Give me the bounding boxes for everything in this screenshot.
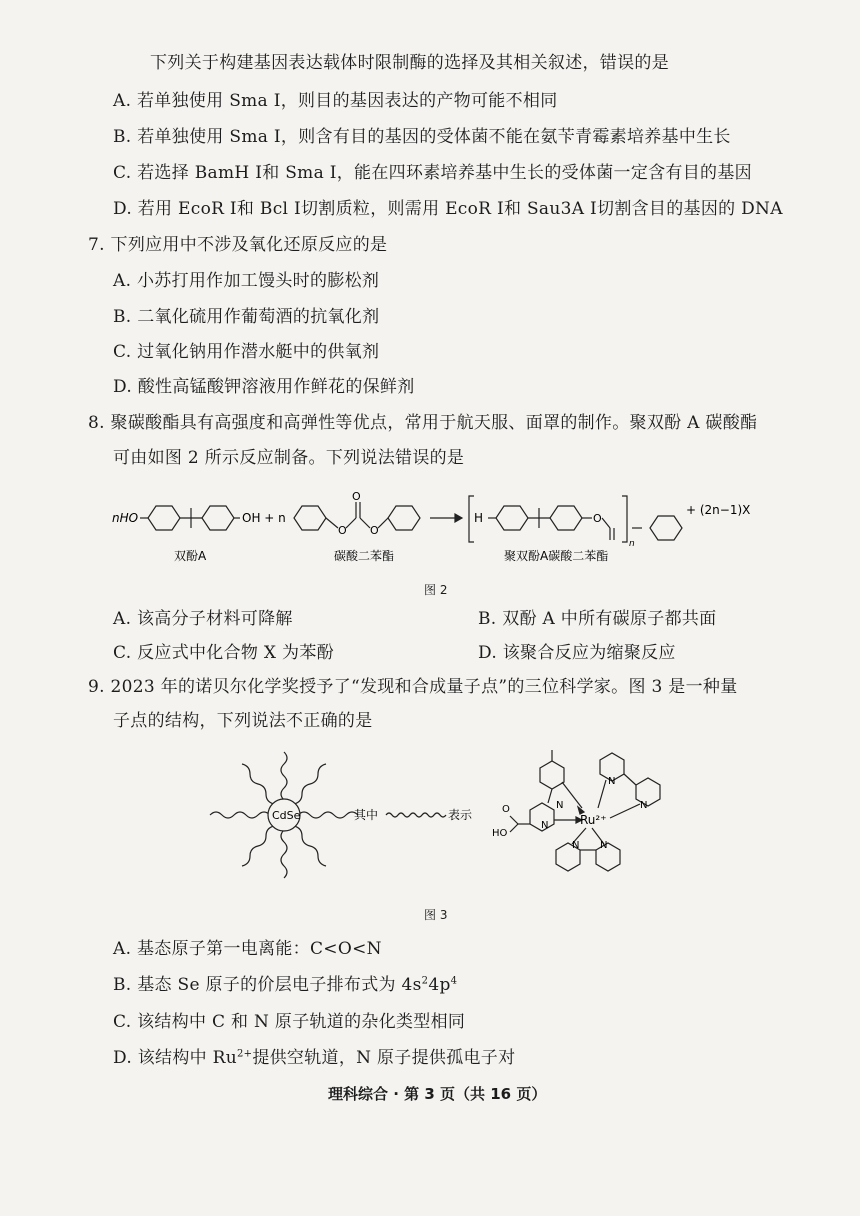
- figure-2-reaction: [112, 478, 752, 568]
- label-bisphenol-a: 双酚A: [174, 549, 207, 563]
- polymer-o: O: [593, 512, 602, 525]
- n-label-4: N: [640, 800, 648, 811]
- q7-option-b: B. 二氧化硫用作葡萄酒的抗氧化剂: [113, 307, 380, 327]
- q9-option-b-sup-p: 4: [450, 975, 458, 987]
- q6-option-a: A. 若单独使用 Sma Ⅰ，则目的基因表达的产物可能不相同: [113, 91, 558, 111]
- q7-option-c: C. 过氧化钠用作潜水艇中的供氧剂: [113, 342, 380, 362]
- carbonate-o3: O: [370, 524, 379, 537]
- q9-option-b-sup-s: 2: [421, 975, 429, 987]
- label-polycarbonate: 聚双酚A碳酸二苯酯: [504, 549, 609, 563]
- legend-text-1: 其中: [354, 808, 379, 822]
- q6-option-d: D. 若用 EcoR Ⅰ和 Bcl Ⅰ切割质粒，则需用 EcoR Ⅰ和 Sau3A Ⅰ切割含目的基因的 DNA: [113, 199, 783, 219]
- legend-text-2: 表示: [448, 808, 473, 822]
- q9-option-b: [113, 970, 457, 995]
- q7-option-d: D. 酸性高锰酸钾溶液用作鲜花的保鲜剂: [113, 377, 415, 397]
- reactant1-coef: nHO: [112, 511, 139, 525]
- q6-option-b: B. 若单独使用 Sma Ⅰ，则含有目的基因的受体菌不能在氨苄青霉素培养基中生长: [113, 127, 731, 147]
- q9-option-d-charge: 2+: [236, 1048, 253, 1060]
- q9-option-c: C. 该结构中 C 和 N 原子轨道的杂化类型相同: [113, 1012, 466, 1032]
- q9-option-b-text: B. 基态 Se 原子的价层电子排布式为 4s: [113, 975, 422, 995]
- figure-2-caption: 图 2: [424, 583, 448, 597]
- q6-option-c: C. 若选择 BamH Ⅰ和 Sma Ⅰ，能在四环素培养基中生长的受体菌一定含有目的基因: [113, 163, 752, 183]
- q7-stem: 7. 下列应用中不涉及氧化还原反应的是: [88, 235, 388, 255]
- q6-stem: 下列关于构建基因表达载体时限制酶的选择及其相关叙述，错误的是: [150, 53, 669, 73]
- q8-option-b: B. 双酚 A 中所有碳原子都共面: [478, 609, 717, 629]
- q9-option-d-rest: 提供空轨道，N 原子提供孤电子对: [252, 1048, 516, 1068]
- byproduct: + (2n−1)X: [686, 503, 751, 517]
- n-label-6: N: [600, 840, 608, 851]
- carbonate-o1: O: [338, 524, 347, 537]
- page-footer: 理科综合 · 第 3 页（共 16 页）: [328, 1085, 547, 1103]
- q8-stem-line1: 8. 聚碳酸酯具有高强度和高弹性等优点，常用于航天服、面罩的制作。聚双酚 A 碳酸酯: [88, 413, 758, 433]
- n-label-3: N: [608, 776, 616, 787]
- q9-option-b-4p: 4p: [428, 975, 451, 995]
- polymer-h: H: [474, 511, 484, 525]
- ru-center-label: Ru²⁺: [580, 813, 607, 827]
- carbonate-o2: O: [352, 490, 361, 503]
- n-label-2: N: [541, 820, 549, 831]
- q8-stem-line2: 可由如图 2 所示反应制备。下列说法错误的是: [113, 448, 465, 468]
- figure-3-caption: 图 3: [424, 908, 448, 922]
- q7-option-a: A. 小苏打用作加工馒头时的膨松剂: [113, 271, 380, 291]
- n-label-5: N: [572, 840, 580, 851]
- q9-stem-line2: 子点的结构，下列说法不正确的是: [113, 711, 373, 731]
- acid-ho-label: HO: [492, 828, 508, 839]
- q8-option-d: D. 该聚合反应为缩聚反应: [478, 643, 676, 663]
- oh-plus-n: OH + n: [242, 511, 286, 525]
- q9-option-d: [113, 1043, 515, 1068]
- q8-option-c: C. 反应式中化合物 X 为苯酚: [113, 643, 334, 663]
- q9-option-d-text: D. 该结构中 Ru: [113, 1048, 237, 1068]
- q8-option-a: A. 该高分子材料可降解: [113, 609, 293, 629]
- label-diphenyl-carbonate: 碳酸二苯酯: [334, 549, 395, 563]
- n-label-1: N: [556, 800, 564, 811]
- q9-stem-line1: 9. 2023 年的诺贝尔化学奖授予了“发现和合成量子点”的三位科学家。图 3 是一种量: [88, 677, 738, 697]
- figure-3-quantum-dot: [200, 740, 760, 900]
- q9-option-a: A. 基态原子第一电离能：C<O<N: [113, 939, 382, 959]
- acid-o-label: O: [502, 804, 510, 815]
- polymer-n: n: [629, 539, 635, 549]
- cdse-core-label: CdSe: [272, 809, 301, 822]
